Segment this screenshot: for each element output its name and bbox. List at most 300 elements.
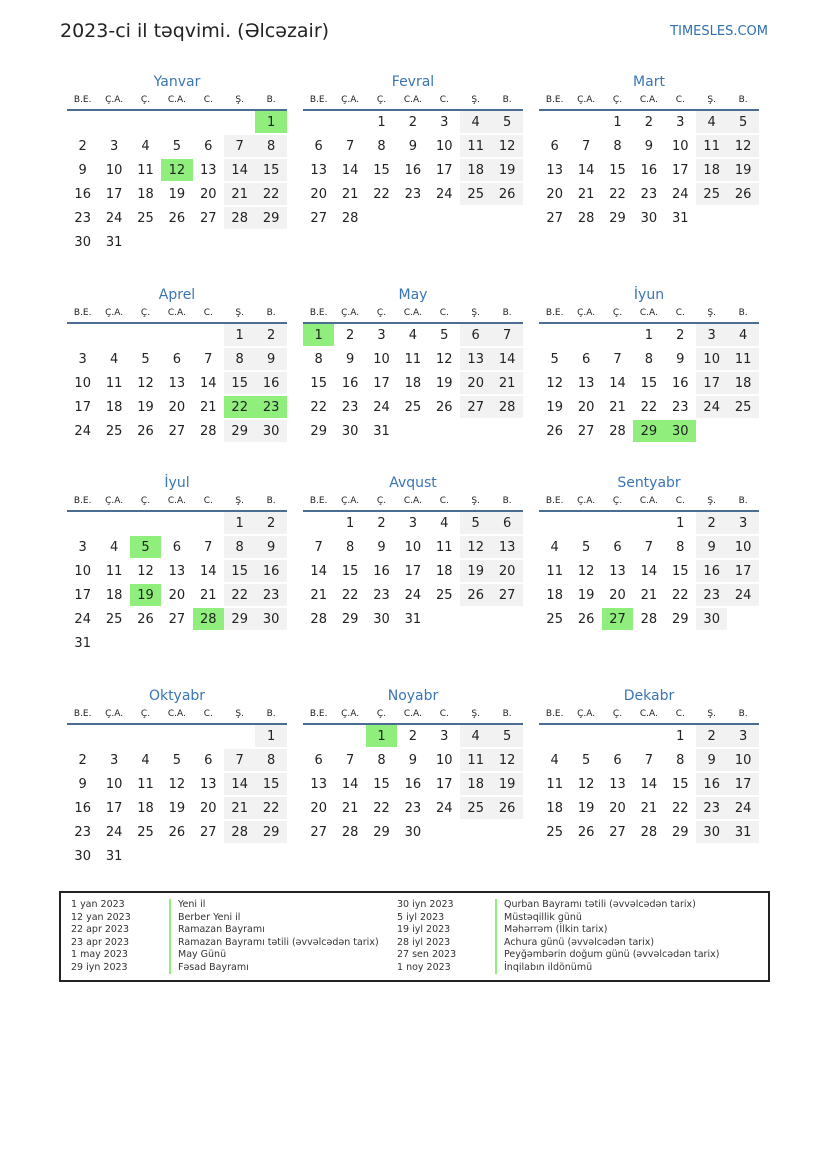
day-cell: 4 [141, 753, 150, 768]
day-cell: 4 [696, 111, 727, 133]
day-cell: 14 [491, 348, 522, 370]
day-cell: 29 [672, 825, 689, 840]
day-cell: 15 [224, 560, 255, 582]
day-cell: 13 [310, 777, 327, 792]
day-cell: 14 [609, 376, 626, 391]
day-cell: 10 [727, 749, 758, 771]
day-cell: 17 [74, 588, 91, 603]
day-cell: 26 [491, 797, 522, 819]
legend-holiday-name: Berber Yeni il [169, 912, 240, 925]
day-cell: 18 [696, 159, 727, 181]
day-cell: 15 [255, 159, 286, 181]
day-cell: 25 [105, 424, 123, 439]
day-cell: 24 [436, 187, 453, 202]
day-cell: 2 [345, 328, 355, 343]
day-cell: 24 [74, 424, 91, 439]
day-cell: 10 [373, 352, 390, 367]
legend-date: 1 noy 2023 [397, 961, 451, 973]
weekday-label: Ş. [471, 95, 480, 105]
day-cell: 22 [609, 187, 626, 202]
day-cell: 19 [436, 376, 453, 391]
day-cell: 21 [491, 372, 522, 394]
day-cell: 21 [224, 183, 255, 205]
legend-holiday-name: Ramazan Bayramı tətili (əvvəlcədən tarix) [169, 937, 379, 950]
month-name: Oktyabr [148, 688, 206, 704]
day-cell: 29 [341, 612, 359, 627]
month-name: İyul [164, 475, 190, 491]
day-cell: 29 [672, 612, 689, 627]
day-cell: 10 [727, 536, 758, 558]
month-name: İyun [633, 287, 665, 303]
weekday-header [67, 91, 287, 111]
day-cell: 28 [200, 424, 217, 439]
day-cell: 25 [460, 797, 491, 819]
day-cell: 20 [609, 588, 626, 603]
weekday-label: C.A. [167, 308, 186, 318]
day-cell: 16 [255, 372, 286, 394]
day-cell: 7 [345, 753, 355, 768]
day-cell: 20 [168, 400, 186, 415]
day-cell: 21 [224, 797, 255, 819]
weekday-label: C.A. [639, 95, 658, 105]
holiday-day-cell: 5 [130, 536, 161, 558]
weekday-label: B. [738, 308, 748, 318]
day-cell: 18 [460, 159, 491, 181]
day-cell: 6 [581, 352, 591, 367]
day-cell: 17 [672, 163, 689, 178]
day-cell: 9 [676, 352, 685, 367]
day-cell: 25 [696, 183, 727, 205]
day-cell: 3 [696, 324, 727, 346]
weekday-label: Ç.A. [105, 709, 124, 719]
day-cell: 18 [727, 372, 758, 394]
day-cell: 4 [550, 540, 559, 555]
day-cell: 22 [373, 187, 390, 202]
day-cell: 23 [672, 400, 689, 415]
day-cell: 30 [696, 608, 727, 630]
day-cell: 30 [255, 608, 286, 630]
day-cell: 14 [640, 564, 658, 579]
day-cell: 19 [491, 773, 522, 795]
day-cell: 24 [105, 825, 123, 840]
day-cell: 1 [676, 516, 685, 531]
legend-holiday-name: May Günü [169, 949, 226, 962]
day-cell: 31 [672, 211, 689, 226]
page-title: 2023-ci il təqvimi. (Əlcəzair) [60, 20, 330, 42]
day-cell: 22 [341, 588, 359, 603]
day-cell: 22 [672, 588, 689, 603]
weekday-header [539, 91, 759, 111]
day-cell: 15 [373, 777, 390, 792]
day-cell: 5 [727, 111, 758, 133]
holiday-day-cell: 22 [224, 396, 255, 418]
day-cell: 25 [460, 183, 491, 205]
weekday-label: B. [266, 709, 276, 719]
day-cell: 19 [546, 400, 563, 415]
day-cell: 29 [373, 825, 390, 840]
day-cell: 15 [255, 773, 286, 795]
day-cell: 8 [644, 352, 654, 367]
weekday-label: C.A. [167, 709, 186, 719]
day-cell: 6 [460, 324, 491, 346]
weekday-label: C.A. [639, 496, 658, 506]
day-cell: 26 [137, 612, 154, 627]
day-cell: 26 [137, 424, 154, 439]
day-cell: 6 [204, 139, 213, 154]
day-cell: 3 [727, 725, 758, 747]
day-cell: 9 [377, 540, 386, 555]
weekday-label: C. [439, 95, 449, 105]
holiday-day-cell: 23 [255, 396, 286, 418]
day-cell: 12 [577, 564, 595, 579]
day-cell: 20 [310, 187, 327, 202]
weekday-label: C. [203, 95, 213, 105]
weekday-label: B. [502, 709, 512, 719]
day-cell: 2 [696, 725, 727, 747]
day-cell: 9 [408, 753, 418, 768]
day-cell: 25 [404, 400, 422, 415]
day-cell: 9 [345, 352, 355, 367]
weekday-label: C. [675, 95, 685, 105]
day-cell: 16 [696, 773, 727, 795]
holiday-day-cell: 30 [665, 420, 696, 442]
day-cell: 7 [644, 753, 654, 768]
day-cell: 26 [168, 211, 186, 226]
day-cell: 1 [224, 324, 255, 346]
weekday-label: B.E. [309, 709, 328, 719]
day-cell: 15 [672, 564, 689, 579]
day-cell: 28 [609, 424, 626, 439]
day-cell: 21 [200, 588, 217, 603]
legend-date: 27 sen 2023 [397, 949, 457, 960]
day-cell: 13 [310, 163, 327, 178]
day-cell: 7 [314, 540, 323, 555]
weekday-label: C.A. [403, 496, 422, 506]
day-cell: 9 [644, 139, 654, 154]
day-cell: 10 [696, 348, 727, 370]
day-cell: 20 [310, 801, 327, 816]
day-cell: 22 [255, 183, 286, 205]
weekday-header [67, 492, 287, 512]
day-cell: 26 [577, 825, 595, 840]
weekday-label: Ş. [471, 308, 480, 318]
holiday-day-cell: 1 [303, 324, 334, 346]
day-cell: 3 [377, 328, 386, 343]
weekday-label: B.E. [73, 709, 92, 719]
weekday-label: C.A. [639, 709, 658, 719]
weekday-label: Ç.A. [341, 496, 360, 506]
day-cell: 24 [696, 396, 727, 418]
day-cell: 1 [345, 516, 355, 531]
day-cell: 13 [491, 536, 522, 558]
weekday-label: B.E. [545, 709, 564, 719]
month-name: Fevral [391, 74, 435, 90]
weekday-label: B.E. [73, 308, 92, 318]
day-cell: 5 [172, 139, 182, 154]
day-cell: 11 [727, 348, 758, 370]
day-cell: 10 [74, 564, 91, 579]
day-cell: 22 [373, 801, 390, 816]
day-cell: 21 [640, 588, 658, 603]
day-cell: 21 [341, 187, 359, 202]
day-cell: 13 [168, 376, 186, 391]
day-cell: 24 [373, 400, 390, 415]
day-cell: 17 [373, 376, 390, 391]
day-cell: 16 [640, 163, 658, 178]
legend-date: 5 iyl 2023 [397, 911, 445, 923]
weekday-label: B.E. [309, 95, 328, 105]
day-cell: 14 [577, 163, 595, 178]
day-cell: 5 [172, 753, 182, 768]
day-cell: 25 [436, 588, 453, 603]
day-cell: 21 [577, 187, 595, 202]
weekday-label: Ç. [612, 709, 623, 719]
day-cell: 16 [74, 187, 91, 202]
day-cell: 5 [491, 111, 522, 133]
day-cell: 16 [404, 163, 422, 178]
day-cell: 19 [727, 159, 758, 181]
day-cell: 29 [224, 608, 255, 630]
month-name: Yanvar [153, 74, 201, 90]
weekday-label: C.A. [403, 95, 422, 105]
legend-holiday-name: Məhərrəm (İlkin tarix) [495, 924, 607, 937]
day-cell: 12 [491, 135, 522, 157]
day-cell: 14 [341, 163, 359, 178]
weekday-label: C. [439, 496, 449, 506]
weekday-label: B. [266, 95, 276, 105]
day-cell: 11 [404, 352, 422, 367]
day-cell: 4 [460, 725, 491, 747]
day-cell: 6 [491, 512, 522, 534]
weekday-label: C.A. [403, 709, 422, 719]
month-name: Sentyabr [617, 475, 681, 491]
day-cell: 13 [200, 163, 217, 178]
holiday-day-cell: 12 [161, 159, 192, 181]
day-cell: 31 [105, 849, 123, 864]
day-cell: 17 [436, 777, 453, 792]
day-cell: 23 [373, 588, 390, 603]
day-cell: 27 [546, 211, 563, 226]
day-cell: 7 [644, 540, 654, 555]
day-cell: 19 [168, 801, 186, 816]
day-cell: 3 [408, 516, 418, 531]
day-cell: 25 [137, 211, 154, 226]
day-cell: 30 [373, 612, 390, 627]
day-cell: 29 [609, 211, 626, 226]
day-cell: 17 [436, 163, 453, 178]
day-cell: 17 [105, 801, 123, 816]
day-cell: 25 [546, 825, 563, 840]
day-cell: 6 [613, 753, 622, 768]
day-cell: 13 [609, 777, 626, 792]
day-cell: 13 [546, 163, 563, 178]
month-name: Avqust [389, 475, 437, 491]
day-cell: 10 [436, 139, 453, 154]
day-cell: 1 [644, 328, 654, 343]
legend-date: 1 may 2023 [71, 949, 128, 960]
day-cell: 3 [440, 729, 449, 744]
day-cell: 3 [78, 540, 87, 555]
day-cell: 2 [408, 115, 418, 130]
weekday-label: B. [266, 308, 276, 318]
day-cell: 18 [546, 588, 563, 603]
legend-holiday-name: Yeni il [169, 899, 205, 912]
day-cell: 10 [105, 163, 123, 178]
day-cell: 12 [460, 536, 491, 558]
day-cell: 13 [200, 777, 217, 792]
day-cell: 6 [314, 753, 323, 768]
day-cell: 12 [727, 135, 758, 157]
day-cell: 25 [546, 612, 563, 627]
day-cell: 8 [676, 753, 685, 768]
day-cell: 23 [404, 187, 422, 202]
day-cell: 27 [460, 396, 491, 418]
day-cell: 23 [696, 797, 727, 819]
day-cell: 4 [109, 540, 119, 555]
weekday-label: Ç. [140, 496, 151, 506]
day-cell: 26 [727, 183, 758, 205]
day-cell: 21 [609, 400, 626, 415]
weekday-label: Ş. [235, 95, 244, 105]
weekday-label: Ş. [471, 709, 480, 719]
day-cell: 30 [74, 235, 91, 250]
legend-date: 23 apr 2023 [71, 936, 130, 948]
day-cell: 8 [377, 139, 386, 154]
legend-date: 1 yan 2023 [71, 899, 125, 910]
day-cell: 24 [105, 211, 123, 226]
day-cell: 14 [640, 777, 658, 792]
day-cell: 24 [727, 584, 758, 606]
day-cell: 20 [609, 801, 626, 816]
holiday-day-cell: 19 [130, 584, 161, 606]
weekday-label: Ç.A. [341, 308, 360, 318]
day-cell: 18 [460, 773, 491, 795]
day-cell: 21 [200, 400, 217, 415]
day-cell: 20 [491, 560, 522, 582]
day-cell: 12 [491, 749, 522, 771]
day-cell: 26 [460, 584, 491, 606]
day-cell: 11 [460, 135, 491, 157]
day-cell: 28 [577, 211, 595, 226]
day-cell: 4 [408, 328, 418, 343]
day-cell: 8 [314, 352, 323, 367]
weekday-header [539, 705, 759, 725]
day-cell: 18 [436, 564, 453, 579]
day-cell: 31 [727, 821, 758, 843]
day-cell: 7 [224, 135, 255, 157]
day-cell: 23 [696, 584, 727, 606]
weekday-label: B.E. [309, 308, 328, 318]
weekday-label: Ş. [235, 496, 244, 506]
weekday-header [67, 304, 287, 324]
day-cell: 5 [581, 540, 591, 555]
day-cell: 28 [224, 821, 255, 843]
day-cell: 1 [377, 115, 386, 130]
day-cell: 3 [727, 512, 758, 534]
day-cell: 11 [137, 163, 154, 178]
day-cell: 26 [546, 424, 563, 439]
legend-holiday-name: İnqilabın ildönümü [495, 962, 592, 975]
weekday-label: C.A. [167, 496, 186, 506]
day-cell: 24 [727, 797, 758, 819]
weekday-label: Ç.A. [577, 95, 596, 105]
weekday-label: B. [738, 496, 748, 506]
weekday-label: Ç. [376, 496, 387, 506]
day-cell: 27 [168, 612, 186, 627]
day-cell: 16 [74, 801, 91, 816]
day-cell: 9 [255, 536, 286, 558]
day-cell: 18 [105, 400, 123, 415]
weekday-label: Ş. [707, 709, 716, 719]
day-cell: 29 [224, 420, 255, 442]
day-cell: 1 [676, 729, 685, 744]
day-cell: 19 [577, 801, 595, 816]
weekday-label: Ç.A. [341, 709, 360, 719]
day-cell: 8 [255, 749, 286, 771]
day-cell: 2 [676, 328, 685, 343]
day-cell: 7 [204, 540, 213, 555]
day-cell: 14 [341, 777, 359, 792]
weekday-label: B. [502, 308, 512, 318]
day-cell: 28 [310, 612, 327, 627]
weekday-label: Ç. [376, 709, 387, 719]
day-cell: 2 [696, 512, 727, 534]
day-cell: 3 [440, 115, 449, 130]
day-cell: 13 [460, 348, 491, 370]
legend-holiday-name: Qurban Bayramı tətili (əvvəlcədən tarix) [495, 899, 696, 912]
weekday-label: B.E. [545, 95, 564, 105]
holiday-legend [59, 891, 770, 982]
day-cell: 14 [224, 159, 255, 181]
day-cell: 7 [204, 352, 213, 367]
weekday-label: C.A. [639, 308, 658, 318]
day-cell: 18 [105, 588, 123, 603]
day-cell: 22 [672, 801, 689, 816]
day-cell: 29 [255, 207, 286, 229]
weekday-label: C. [439, 709, 449, 719]
site-link[interactable]: TIMESLES.COM [670, 24, 768, 39]
weekday-label: B.E. [309, 496, 328, 506]
weekday-header [67, 705, 287, 725]
day-cell: 11 [546, 777, 563, 792]
day-cell: 7 [613, 352, 622, 367]
weekday-header [539, 304, 759, 324]
day-cell: 29 [255, 821, 286, 843]
day-cell: 18 [546, 801, 563, 816]
day-cell: 8 [345, 540, 355, 555]
weekday-header [303, 705, 523, 725]
day-cell: 23 [74, 211, 91, 226]
day-cell: 10 [672, 139, 689, 154]
weekday-label: Ç.A. [105, 496, 124, 506]
day-cell: 10 [404, 540, 422, 555]
weekday-label: Ç.A. [105, 308, 124, 318]
day-cell: 12 [168, 777, 186, 792]
legend-date: 28 iyl 2023 [397, 936, 451, 948]
day-cell: 28 [640, 612, 658, 627]
day-cell: 5 [581, 753, 591, 768]
legend-date: 30 iyn 2023 [397, 899, 454, 910]
day-cell: 23 [404, 801, 422, 816]
day-cell: 24 [672, 187, 689, 202]
weekday-label: C. [203, 308, 213, 318]
weekday-label: Ş. [235, 709, 244, 719]
day-cell: 23 [640, 187, 658, 202]
day-cell: 13 [168, 564, 186, 579]
day-cell: 12 [577, 777, 595, 792]
month-name: Mart [633, 74, 665, 90]
holiday-day-cell: 28 [193, 608, 224, 630]
